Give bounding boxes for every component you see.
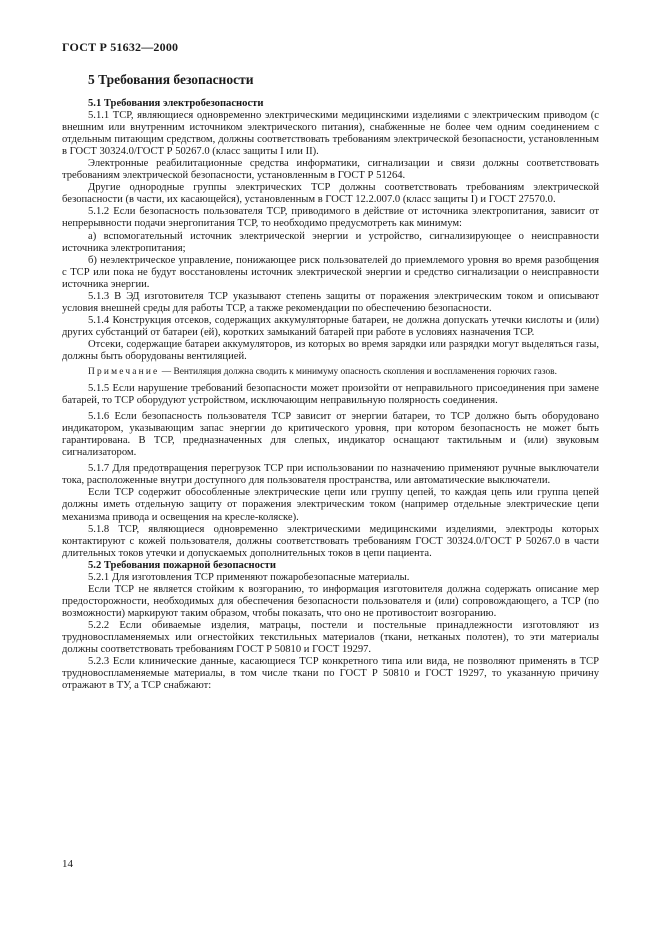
subsection-title-electrical: 5.1 Требования электробезопасности <box>88 98 264 109</box>
paragraph: Если ТСР содержит обособленные электрические цепи или группу цепей, то каждая цепь или группа цепей должны иметь отдельную защиту от поражения электрическим током (например отдельные электрические цепи механизма привода и освещения на кресле-коляске). <box>62 487 599 523</box>
paragraph: Отсеки, содержащие батареи аккумуляторов, из которых во время зарядки или разрядки могут выделяться газы, должны быть оборудованы вентиляцией. <box>62 338 599 362</box>
paragraph: 5.1.7 Для предотвращения перегрузок ТСР при использовании по назначению применяют ручные выключатели тока, расположенные внутри доступного для пользователя пространства, или автоматические выключатели. <box>62 463 599 487</box>
list-item: б) неэлектрическое управление, понижающее риск пользователей до приемлемого уровня во время разобщения с ТСР или пока не будут восстановлены источник электрической энергии и средство сигнализации о неисправности источника энергии. <box>62 254 599 290</box>
paragraph: 5.1.1 ТСР, являющиеся одновременно электрическими медицинскими изделиями с электрическим приводом (с внешним или внутренним источником электрического питания), снабженные не более чем одним соединением с отдельным питающим средством, должны соответствовать требованиям электрической безопасности, установленным в ГОСТ 30324.0/ГОСТ Р 50267.0 (класс защиты I или II). <box>62 110 599 158</box>
paragraph: 5.1.5 Если нарушение требований безопасности может произойти от неправильного присоединения при замене батарей, то ТСР оборудуют устройством, исключающим неправильную полярность соединения. <box>62 383 599 407</box>
paragraph: Если ТСР не является стойким к возгоранию, то информация изготовителя должна содержать описание мер предосторожности, необходимых для обеспечения безопасности пользователя и (или) сопровождающего, а ТСР (по возможности) маркируют таким образом, чтобы показать, что оно не противостоит возгоранию. <box>62 583 599 619</box>
paragraph: 5.1.3 В ЭД изготовителя ТСР указывают степень защиты от поражения электрическим током и описывают условия внешней среды для работы ТСР, а также рекомендации по обеспечению безопасности. <box>62 290 599 314</box>
note-label: Примечание <box>88 367 160 378</box>
paragraph: 5.2.1 Для изготовления ТСР применяют пожаробезопасные материалы. <box>88 571 410 583</box>
paragraph: 5.2.3 Если клинические данные, касающиеся ТСР конкретного типа или вида, не позволяют применять в ТСР трудновоспламеняемые материалы, в том числе ткани по ГОСТ Р 50810 и ГОСТ 19297, то указанную причину отражают в ТУ, а ТСР снабжают: <box>62 656 599 692</box>
document-body <box>62 72 599 692</box>
subsection-title-fire: 5.2 Требования пожарной безопасности <box>88 559 276 571</box>
paragraph: 5.1.2 Если безопасность пользователя ТСР, приводимого в действие от источника электропитания, зависит от непрерывности подачи энергопитания ТСР, то необходимо предусмотреть как минимум: <box>62 206 599 230</box>
paragraph: 5.1.6 Если безопасность пользователя ТСР зависит от энергии батареи, то ТСР должно быть оборудовано индикатором, указывающим запас энергии до критического уровня, при котором безопасность не может быть гарантирована. В ТСР, предназначенных для слепых, индикатор оснащают тактильным и (или) звуковым сигнализатором. <box>62 411 599 459</box>
paragraph: Электронные реабилитационные средства информатики, сигнализации и связи должны соответствовать требованиям электрической безопасности, установленным в ГОСТ Р 51264. <box>62 158 599 182</box>
note-text: — Вентиляция должна сводить к минимуму опасность скопления и воспламенения горючих газов. <box>159 367 557 378</box>
note <box>62 367 599 378</box>
paragraph: Другие однородные группы электрических ТСР должны соответствовать требованиям электрической безопасности (в части, их касающейся), установленным в ГОСТ 12.2.007.0 (класс защиты I) и ГОСТ 27570.0. <box>62 182 599 206</box>
section-title: 5 Требования безопасности <box>88 72 254 87</box>
paragraph: 5.1.4 Конструкция отсеков, содержащих аккумуляторные батареи, не должна допускать утечки кислоты и (или) других субстанций от батареи (ей), коротких замыканий батарей при работе в условиях назначения ТСР. <box>62 314 599 338</box>
page-number: 14 <box>62 858 73 870</box>
list-item: а) вспомогательный источник электрической энергии и устройство, сигнализирующее о неисправности источника электропитания; <box>62 230 599 254</box>
standard-code-header: ГОСТ Р 51632—2000 <box>62 40 179 54</box>
paragraph: 5.1.8 ТСР, являющиеся одновременно электрическими медицинскими изделиями, электроды которых контактируют с кожей пользователя, должны соответствовать требованиям ГОСТ 30324.0/ГОСТ Р 50267.0 в части длительных токов утечки и допускаемых дополнительных токов в цепи пациента. <box>62 523 599 559</box>
paragraph: 5.2.2 Если обиваемые изделия, матрацы, постели и постельные принадлежности изготовляют из трудновоспламеняемых или огнестойких текстильных материалов (ткани, нетканых полотен), то эти материалы должны соответствовать требованиям ГОСТ Р 50810 и ГОСТ 19297. <box>62 619 599 656</box>
